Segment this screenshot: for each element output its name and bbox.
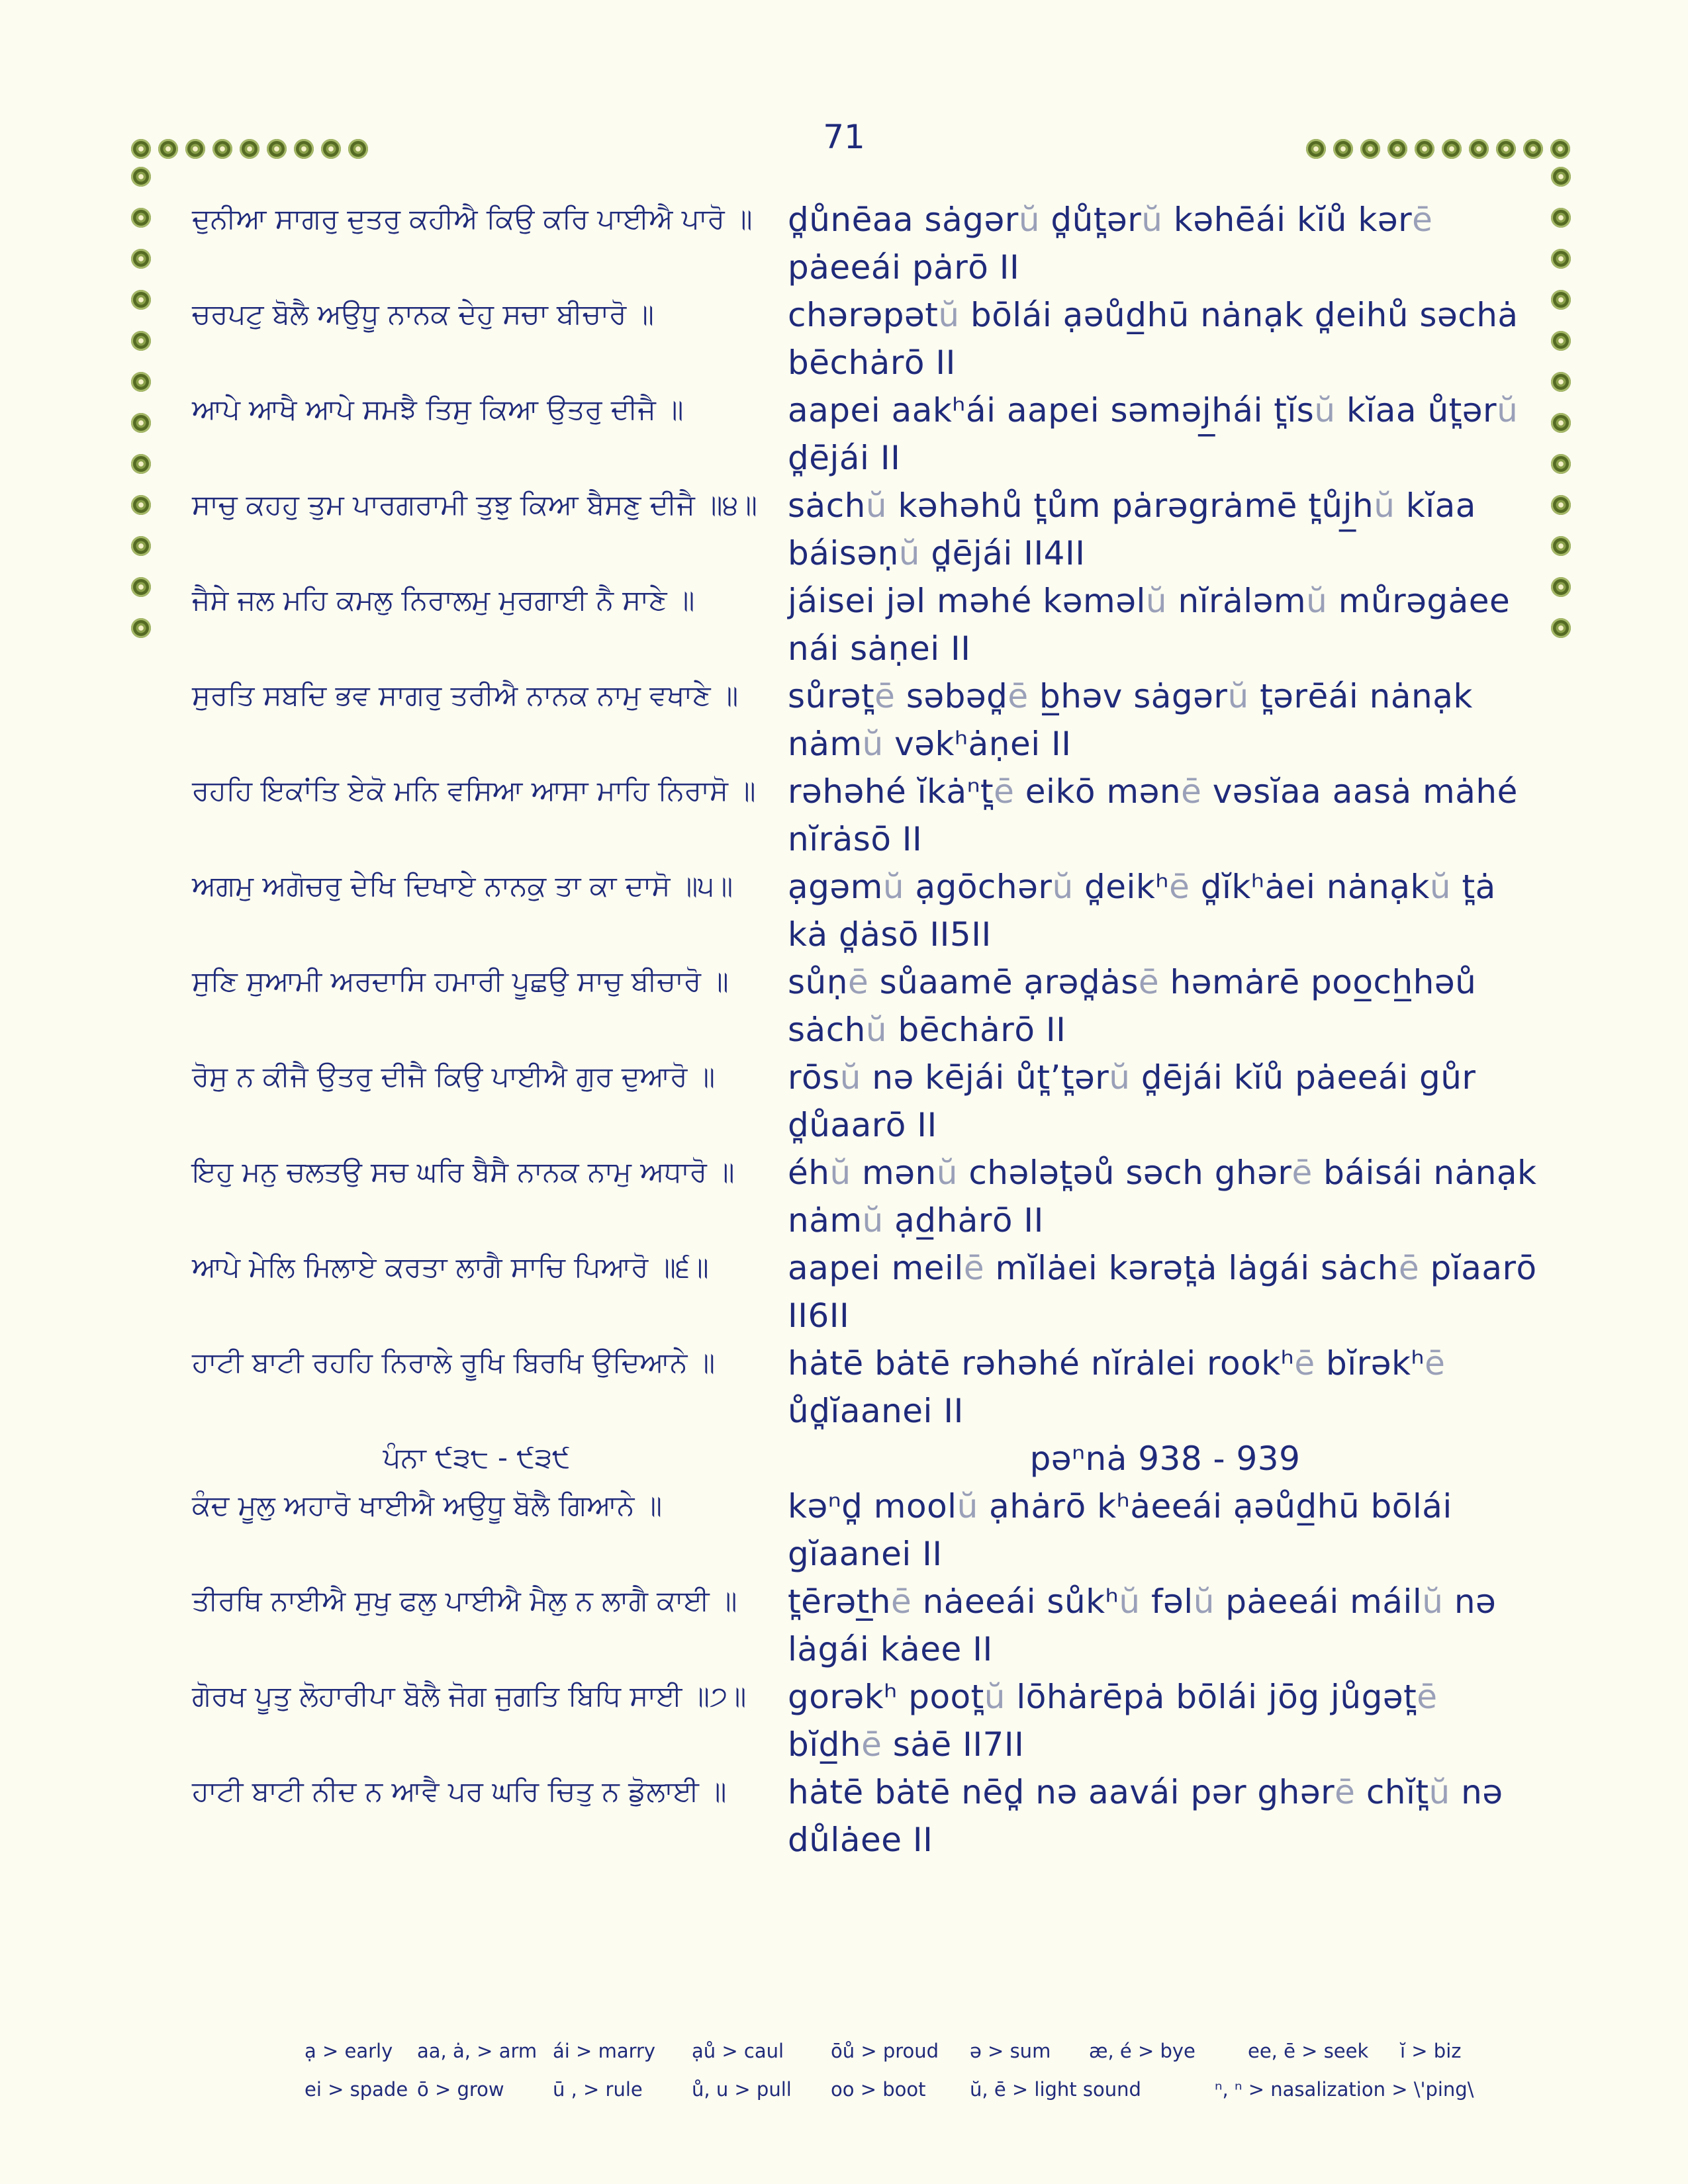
gurmukhi-text: ਅਗਮੁ ਅਗੋਚਰੁ ਦੇਖਿ ਦਿਖਾਏ ਨਾਨਕੁ ਤਾ ਕਾ ਦਾਸੋ ॥੫॥	[192, 870, 733, 902]
verse-row	[192, 1482, 1542, 1578]
transliteration-segment: fəl	[1140, 1582, 1194, 1621]
flower-ornament-icon	[1551, 167, 1571, 187]
gurmukhi-text: ਚਰਪਟੁ ਬੋਲੈ ਅਉਧੂ ਨਾਨਕ ਦੇਹੁ ਸਚਾ ਬੀਚਾਰੋ ॥	[192, 298, 654, 330]
light-sound-mark: ē	[874, 677, 896, 715]
transliteration-segment: nȧeeái sůkʰ	[912, 1582, 1119, 1621]
legend-item: ạů > caul	[692, 2040, 784, 2062]
transliteration-segment: mən	[851, 1154, 937, 1192]
verse-row	[192, 1673, 1542, 1768]
transliteration-text	[788, 863, 1542, 958]
legend-row	[305, 2040, 1496, 2078]
transliteration-text	[788, 958, 1542, 1054]
flower-ornament-icon	[131, 577, 151, 597]
light-sound-mark: ŭ	[1145, 582, 1168, 620]
flower-ornament-icon	[1551, 454, 1571, 474]
flower-ornament-icon	[1496, 139, 1516, 159]
flower-ornament-icon	[1469, 139, 1489, 159]
transliteration-segment: lōhȧrēpȧ bōlái jōg jůgət̪	[1005, 1678, 1417, 1716]
transliteration-segment: nə kējái ůt̪’t̪ər	[861, 1058, 1109, 1097]
flower-ornament-icon	[131, 208, 151, 228]
verse-row	[192, 863, 1542, 958]
verse-row	[192, 577, 1542, 672]
light-sound-mark: ē	[1425, 1344, 1446, 1383]
verse-row	[192, 291, 1542, 387]
transliteration-segment: d̪ējái II	[788, 439, 901, 477]
verse-row	[192, 1149, 1542, 1244]
transliteration-text	[788, 672, 1542, 768]
flower-ornament-icon	[1551, 249, 1571, 269]
gurmukhi-text: ਜੈਸੇ ਜਲ ਮਹਿ ਕਮਲੁ ਨਿਰਾਲਮੁ ਮੁਰਗਾਈ ਨੈ ਸਾਣੇ ॥	[192, 584, 695, 616]
legend-item: ei > spade	[305, 2078, 408, 2101]
transliteration-segment: gorəkʰ poot̪	[788, 1678, 984, 1716]
transliteration-segment: ạd̲hȧrō II	[883, 1201, 1044, 1240]
flower-ornament-icon	[131, 536, 151, 556]
transliteration-segment: d̪eikʰ	[1073, 868, 1170, 906]
flower-ornament-icon	[131, 413, 151, 433]
transliteration-segment: nə důlȧee II	[788, 1773, 1503, 1859]
pronunciation-legend	[305, 2040, 1496, 2116]
verse-row	[192, 1768, 1542, 1864]
transliteration-segment: nə lȧgái kȧee II	[788, 1582, 1497, 1668]
transliteration-segment: ạgōchər	[904, 868, 1053, 906]
transliteration-segment: báisái nȧnạk nȧm	[788, 1154, 1537, 1240]
light-sound-mark: ŭ	[882, 868, 905, 906]
flower-ornament-icon	[1442, 139, 1462, 159]
light-sound-mark: ē	[1169, 868, 1190, 906]
light-sound-mark: ē	[1335, 1773, 1356, 1811]
transliteration-segment: d̪ējái II4II	[919, 534, 1086, 572]
transliteration-text	[788, 577, 1542, 672]
transliteration-segment: kĭaa báisəṇ	[788, 486, 1476, 572]
transliteration-segment: chərəpət	[788, 296, 939, 334]
page-range-heading	[192, 1435, 1542, 1482]
light-sound-mark: ŭ	[1119, 1582, 1141, 1621]
flower-ornament-icon	[1551, 577, 1571, 597]
transliteration-segment: ůd̪ĭaanei II	[788, 1392, 964, 1430]
transliteration-segment: ạhȧrō kʰȧeeái ạəůd̲hū bōlái gĭaanei II	[788, 1487, 1452, 1573]
flower-ornament-icon	[1551, 331, 1571, 351]
transliteration-segment: rəhəhé ĭkȧⁿt̪	[788, 772, 994, 811]
flower-ornament-icon	[131, 249, 151, 269]
transliteration-segment: hȧtē bȧtē nēd̪ nə aavái pər ghər	[788, 1773, 1335, 1811]
flower-ornament-icon	[131, 372, 151, 392]
gurmukhi-text: ਤੀਰਥਿ ਨਾਈਐ ਸੁਖੁ ਫਲੁ ਪਾਈਐ ਮੈਲੁ ਨ ਲਾਗੈ ਕਾਈ ॥	[192, 1584, 737, 1617]
transliteration-segment: bēchȧrō II	[887, 1011, 1066, 1049]
transliteration-text	[788, 387, 1542, 482]
transliteration-segment: həmȧrē poo̲ch̲həů sȧch	[788, 963, 1477, 1049]
flower-ornament-icon	[1550, 139, 1570, 159]
transliteration-text	[788, 1673, 1542, 1768]
flower-ornament-icon	[212, 139, 232, 159]
transliteration-segment: jáisei jəl məhé kəməl	[788, 582, 1146, 620]
transliteration-text	[788, 768, 1542, 863]
light-sound-mark: ŭ	[1052, 868, 1074, 906]
verse-row	[192, 672, 1542, 768]
transliteration-text	[788, 482, 1542, 577]
verse-row	[192, 196, 1542, 291]
verse-row	[192, 1054, 1542, 1149]
verse-row	[192, 482, 1542, 577]
legend-item: ə > sum	[970, 2040, 1051, 2062]
light-sound-mark: ŭ	[865, 486, 888, 525]
legend-item: ⁿ, ⁿ > nasalization > \'ping\	[1215, 2078, 1474, 2101]
legend-item: ĭ > biz	[1400, 2040, 1462, 2062]
flower-ornament-icon	[294, 139, 314, 159]
legend-item: ōů > proud	[831, 2040, 939, 2062]
transliteration-text	[788, 1149, 1542, 1244]
page-number: 71	[823, 118, 865, 156]
transliteration-text	[788, 1435, 1542, 1482]
light-sound-mark: ŭ	[862, 1201, 884, 1240]
transliteration-segment: vəkʰȧṇei II	[883, 725, 1072, 763]
light-sound-mark: ŭ	[984, 1678, 1006, 1716]
flower-ornament-icon	[1551, 208, 1571, 228]
light-sound-mark: ŭ	[1193, 1582, 1215, 1621]
light-sound-mark: ŭ	[1018, 201, 1041, 239]
transliteration-segment: kəhəhů t̪ům pȧrəgrȧmē t̪ůj̲h	[887, 486, 1374, 525]
transliteration-segment: sůrət̪	[788, 677, 875, 715]
gurmukhi-text: ਰੋਸੁ ਨ ਕੀਜੈ ਉਤਰੁ ਦੀਜੈ ਕਿਉ ਪਾਈਐ ਗੁਰ ਦੁਆਰੋ ॥	[192, 1060, 716, 1093]
transliteration-segment: d̪ůt̪ər	[1040, 201, 1142, 239]
flower-ornament-icon	[1551, 495, 1571, 515]
flower-ornament-icon	[267, 139, 287, 159]
transliteration-segment: t̪ərēái nȧnạk nȧm	[788, 677, 1473, 763]
flower-ornament-icon	[1551, 618, 1571, 638]
gurmukhi-text: ਆਪੇ ਆਖੈ ਆਪੇ ਸਮਝੈ ਤਿਸੁ ਕਿਆ ਉਤਰੁ ਦੀਜੈ ॥	[192, 393, 684, 426]
gurmukhi-text: ਸਾਚੁ ਕਹਹੁ ਤੁਮ ਪਾਰਗਰਾਮੀ ਤੁਝੁ ਕਿਆ ਬੈਸਣੁ ਦੀਜੈ ॥੪॥	[192, 488, 757, 521]
gurmukhi-text: ਆਪੇ ਮੇਲਿ ਮਿਲਾਏ ਕਰਤਾ ਲਾਗੈ ਸਾਚਿ ਪਿਆਰੋ ॥੬॥	[192, 1251, 709, 1283]
transliteration-segment: sůṇ	[788, 963, 848, 1001]
legend-item: ạ > early	[305, 2040, 393, 2062]
gurmukhi-text: ਦੁਨੀਆ ਸਾਗਰੁ ਦੁਤਰੁ ਕਹੀਐ ਕਿਉ ਕਰਿ ਪਾਈਐ ਪਾਰੋ ॥	[192, 203, 753, 235]
legend-item: ŭ, ē > light sound	[970, 2078, 1141, 2101]
flower-ornament-icon	[131, 139, 151, 159]
transliteration-segment: hȧtē bȧtē rəhəhé nĭrȧlei rookʰ	[788, 1344, 1295, 1383]
legend-item: ee, ē > seek	[1248, 2040, 1369, 2062]
light-sound-mark: ŭ	[1109, 1058, 1131, 1097]
transliteration-segment: ạgəm	[788, 868, 883, 906]
transliteration-segment: sȧē II7II	[882, 1725, 1025, 1764]
transliteration-segment: pĭaarō II6II	[788, 1249, 1537, 1335]
verse-row	[192, 1340, 1542, 1435]
gurmukhi-text: ਰਹਹਿ ਇਕਾਂਤਿ ਏਕੋ ਮਨਿ ਵਸਿਆ ਆਸਾ ਮਾਹਿ ਨਿਰਾਸੋ ॥	[192, 774, 756, 807]
light-sound-mark: ē	[1291, 1154, 1313, 1192]
transliteration-segment: pəⁿnȧ 938 - 939	[1029, 1439, 1301, 1478]
light-sound-mark: ŭ	[898, 534, 920, 572]
legend-item: ō > grow	[417, 2078, 504, 2101]
light-sound-mark: ŭ	[829, 1154, 851, 1192]
flower-ornament-icon	[1306, 139, 1326, 159]
transliteration-segment: chĭt̪	[1355, 1773, 1429, 1811]
transliteration-segment: pȧeeái pȧrō II	[788, 248, 1020, 287]
light-sound-mark: ŭ	[957, 1487, 978, 1525]
legend-item: æ, é > bye	[1089, 2040, 1196, 2062]
gurmukhi-text: ਹਾਟੀ ਬਾਟੀ ਰਹਹਿ ਨਿਰਾਲੇ ਰੂਖਿ ਬਿਰਖਿ ਉਦਿਆਨੇ ॥	[192, 1346, 716, 1379]
light-sound-mark: ē	[861, 1725, 882, 1764]
flower-ornament-icon	[131, 167, 151, 187]
flower-ornament-icon	[1387, 139, 1407, 159]
flower-ornament-icon	[1360, 139, 1380, 159]
flower-ornament-icon	[348, 139, 368, 159]
transliteration-segment: můrəgȧee nái sȧṇei II	[788, 582, 1511, 668]
light-sound-mark: ŭ	[1497, 391, 1519, 430]
legend-item: aa, ȧ, > arm	[417, 2040, 538, 2062]
transliteration-text	[788, 1768, 1542, 1864]
flower-ornament-icon	[158, 139, 178, 159]
gurmukhi-text: ਇਹੁ ਮਨੁ ਚਲਤਉ ਸਚ ਘਰਿ ਬੈਸੈ ਨਾਨਕ ਨਾਮੁ ਅਧਾਰੋ ॥	[192, 1156, 735, 1188]
light-sound-mark: ŭ	[1306, 582, 1328, 620]
transliteration-segment: səbəd̪	[895, 677, 1008, 715]
verse-row	[192, 1244, 1542, 1340]
flower-ornament-icon	[131, 618, 151, 638]
transliteration-segment: éh	[788, 1154, 830, 1192]
gurmukhi-text: ਪੰਨਾ ੯੩੮ - ੯੩੯	[383, 1441, 571, 1474]
flower-ornament-icon	[321, 139, 341, 159]
verse-row	[192, 768, 1542, 863]
light-sound-mark: ē	[994, 772, 1015, 811]
light-sound-mark: ŭ	[1141, 201, 1163, 239]
transliteration-text	[788, 291, 1542, 387]
transliteration-segment: eikō mən	[1014, 772, 1182, 811]
transliteration-segment: kəhēái kĭů kər	[1162, 201, 1413, 239]
transliteration-text	[788, 1340, 1542, 1435]
transliteration-segment: t̪ērət̲h	[788, 1582, 891, 1621]
light-sound-mark: ŭ	[1314, 391, 1336, 430]
transliteration-segment: bĭd̲h	[788, 1725, 862, 1764]
light-sound-mark: ē	[1412, 201, 1433, 239]
transliteration-segment: t̪ȧ kȧ d̪ȧsō II5II	[788, 868, 1496, 954]
flower-ornament-icon	[131, 331, 151, 351]
light-sound-mark: ŭ	[1374, 486, 1395, 525]
verse-row	[192, 387, 1542, 482]
transliteration-segment: sȧch	[788, 486, 866, 525]
transliteration-segment: sůaamē ạrəd̪ȧs	[868, 963, 1139, 1001]
flower-ornament-icon	[131, 495, 151, 515]
flower-ornament-icon	[1551, 372, 1571, 392]
gurmukhi-text: ਗੋਰਖ ਪੂਤੁ ਲੋਹਾਰੀਪਾ ਬੋਲੈ ਜੋਗ ਜੁਗਤਿ ਬਿਧਿ ਸਾਈ ॥੭॥	[192, 1680, 747, 1712]
light-sound-mark: ē	[1008, 677, 1029, 715]
transliteration-segment: d̪ĭkʰȧei nȧnạk	[1190, 868, 1430, 906]
transliteration-segment: bōlái ạəůd̲hū nȧnạk d̪eihů səchȧ bēchȧrō II	[788, 296, 1519, 382]
transliteration-segment: kĭaa ůt̪ər	[1335, 391, 1497, 430]
legend-item: ů, u > pull	[692, 2078, 792, 2101]
transliteration-segment: kəⁿd̪ mool	[788, 1487, 957, 1525]
transliteration-segment: pȧeeái máil	[1214, 1582, 1423, 1621]
light-sound-mark: ē	[1294, 1344, 1315, 1383]
gurmukhi-text: ਹਾਟੀ ਬਾਟੀ ਨੀਦ ਨ ਆਵੈ ਪਰ ਘਰਿ ਚਿਤੁ ਨ ਡੁੋਲਾਈ ॥	[192, 1775, 727, 1807]
transliteration-segment: d̪ůnēaa sȧgər	[788, 201, 1019, 239]
legend-item: oo > boot	[831, 2078, 926, 2101]
transliteration-segment: chələt̪əů səch ghər	[957, 1154, 1292, 1192]
flower-ornament-icon	[1333, 139, 1353, 159]
verse-table	[192, 196, 1542, 1864]
transliteration-text	[788, 1482, 1542, 1578]
transliteration-segment: vəsĭaa aasȧ mȧhé nĭrȧsō II	[788, 772, 1518, 858]
transliteration-segment: rōs	[788, 1058, 840, 1097]
verse-row	[192, 958, 1542, 1054]
flower-ornament-icon	[1523, 139, 1543, 159]
flower-ornament-icon	[185, 139, 205, 159]
light-sound-mark: ŭ	[862, 725, 884, 763]
transliteration-text	[788, 196, 1542, 291]
flower-ornament-icon	[1551, 536, 1571, 556]
transliteration-segment: bĭrəkʰ	[1315, 1344, 1425, 1383]
flower-ornament-icon	[1551, 290, 1571, 310]
transliteration-segment: nĭrȧləm	[1167, 582, 1307, 620]
light-sound-mark: ŭ	[1227, 677, 1249, 715]
light-sound-mark: ē	[1417, 1678, 1438, 1716]
transliteration-segment: mĭlȧei kərət̪ȧ lȧgái sȧch	[984, 1249, 1399, 1287]
light-sound-mark: ŭ	[1422, 1582, 1444, 1621]
verse-row	[192, 1578, 1542, 1673]
transliteration-segment: b̲həv sȧgər	[1028, 677, 1228, 715]
light-sound-mark: ē	[890, 1582, 912, 1621]
light-sound-mark: ē	[1138, 963, 1160, 1001]
transliteration-segment: aapei aakʰái aapei səməj̲hái t̪ĭs	[788, 391, 1315, 430]
flower-ornament-icon	[131, 454, 151, 474]
transliteration-segment: aapei meil	[788, 1249, 964, 1287]
transliteration-text	[788, 1244, 1542, 1340]
light-sound-mark: ŭ	[1429, 868, 1452, 906]
light-sound-mark: ē	[847, 963, 869, 1001]
flower-ornament-icon	[131, 290, 151, 310]
transliteration-segment: d̪ējái kĭů pȧeeái gůr d̪ůaarō II	[788, 1058, 1476, 1144]
light-sound-mark: ŭ	[936, 1154, 958, 1192]
light-sound-mark: ŭ	[865, 1011, 888, 1049]
light-sound-mark: ŭ	[839, 1058, 861, 1097]
transliteration-text	[788, 1578, 1542, 1673]
legend-item: ū , > rule	[553, 2078, 643, 2101]
light-sound-mark: ē	[963, 1249, 985, 1287]
flower-ornament-icon	[1551, 413, 1571, 433]
flower-ornament-icon	[240, 139, 259, 159]
flower-ornament-icon	[1415, 139, 1434, 159]
light-sound-mark: ē	[1398, 1249, 1420, 1287]
legend-row	[305, 2078, 1496, 2116]
gurmukhi-text: ਸੁਣਿ ਸੁਆਮੀ ਅਰਦਾਸਿ ਹਮਾਰੀ ਪੂਛਉ ਸਾਚੁ ਬੀਚਾਰੋ ॥	[192, 965, 729, 997]
light-sound-mark: ē	[1181, 772, 1202, 811]
gurmukhi-text: ਕੰਦ ਮੂਲੁ ਅਹਾਰੋ ਖਾਈਐ ਅਉਧੂ ਬੋਲੈ ਗਿਆਨੇ ॥	[192, 1489, 663, 1522]
gurmukhi-text: ਸੁਰਤਿ ਸਬਦਿ ਭਵ ਸਾਗਰੁ ਤਰੀਐ ਨਾਨਕ ਨਾਮੁ ਵਖਾਣੇ ॥	[192, 679, 739, 711]
light-sound-mark: ŭ	[1429, 1773, 1450, 1811]
light-sound-mark: ŭ	[938, 296, 960, 334]
legend-item: ái > marry	[553, 2040, 656, 2062]
transliteration-text	[788, 1054, 1542, 1149]
